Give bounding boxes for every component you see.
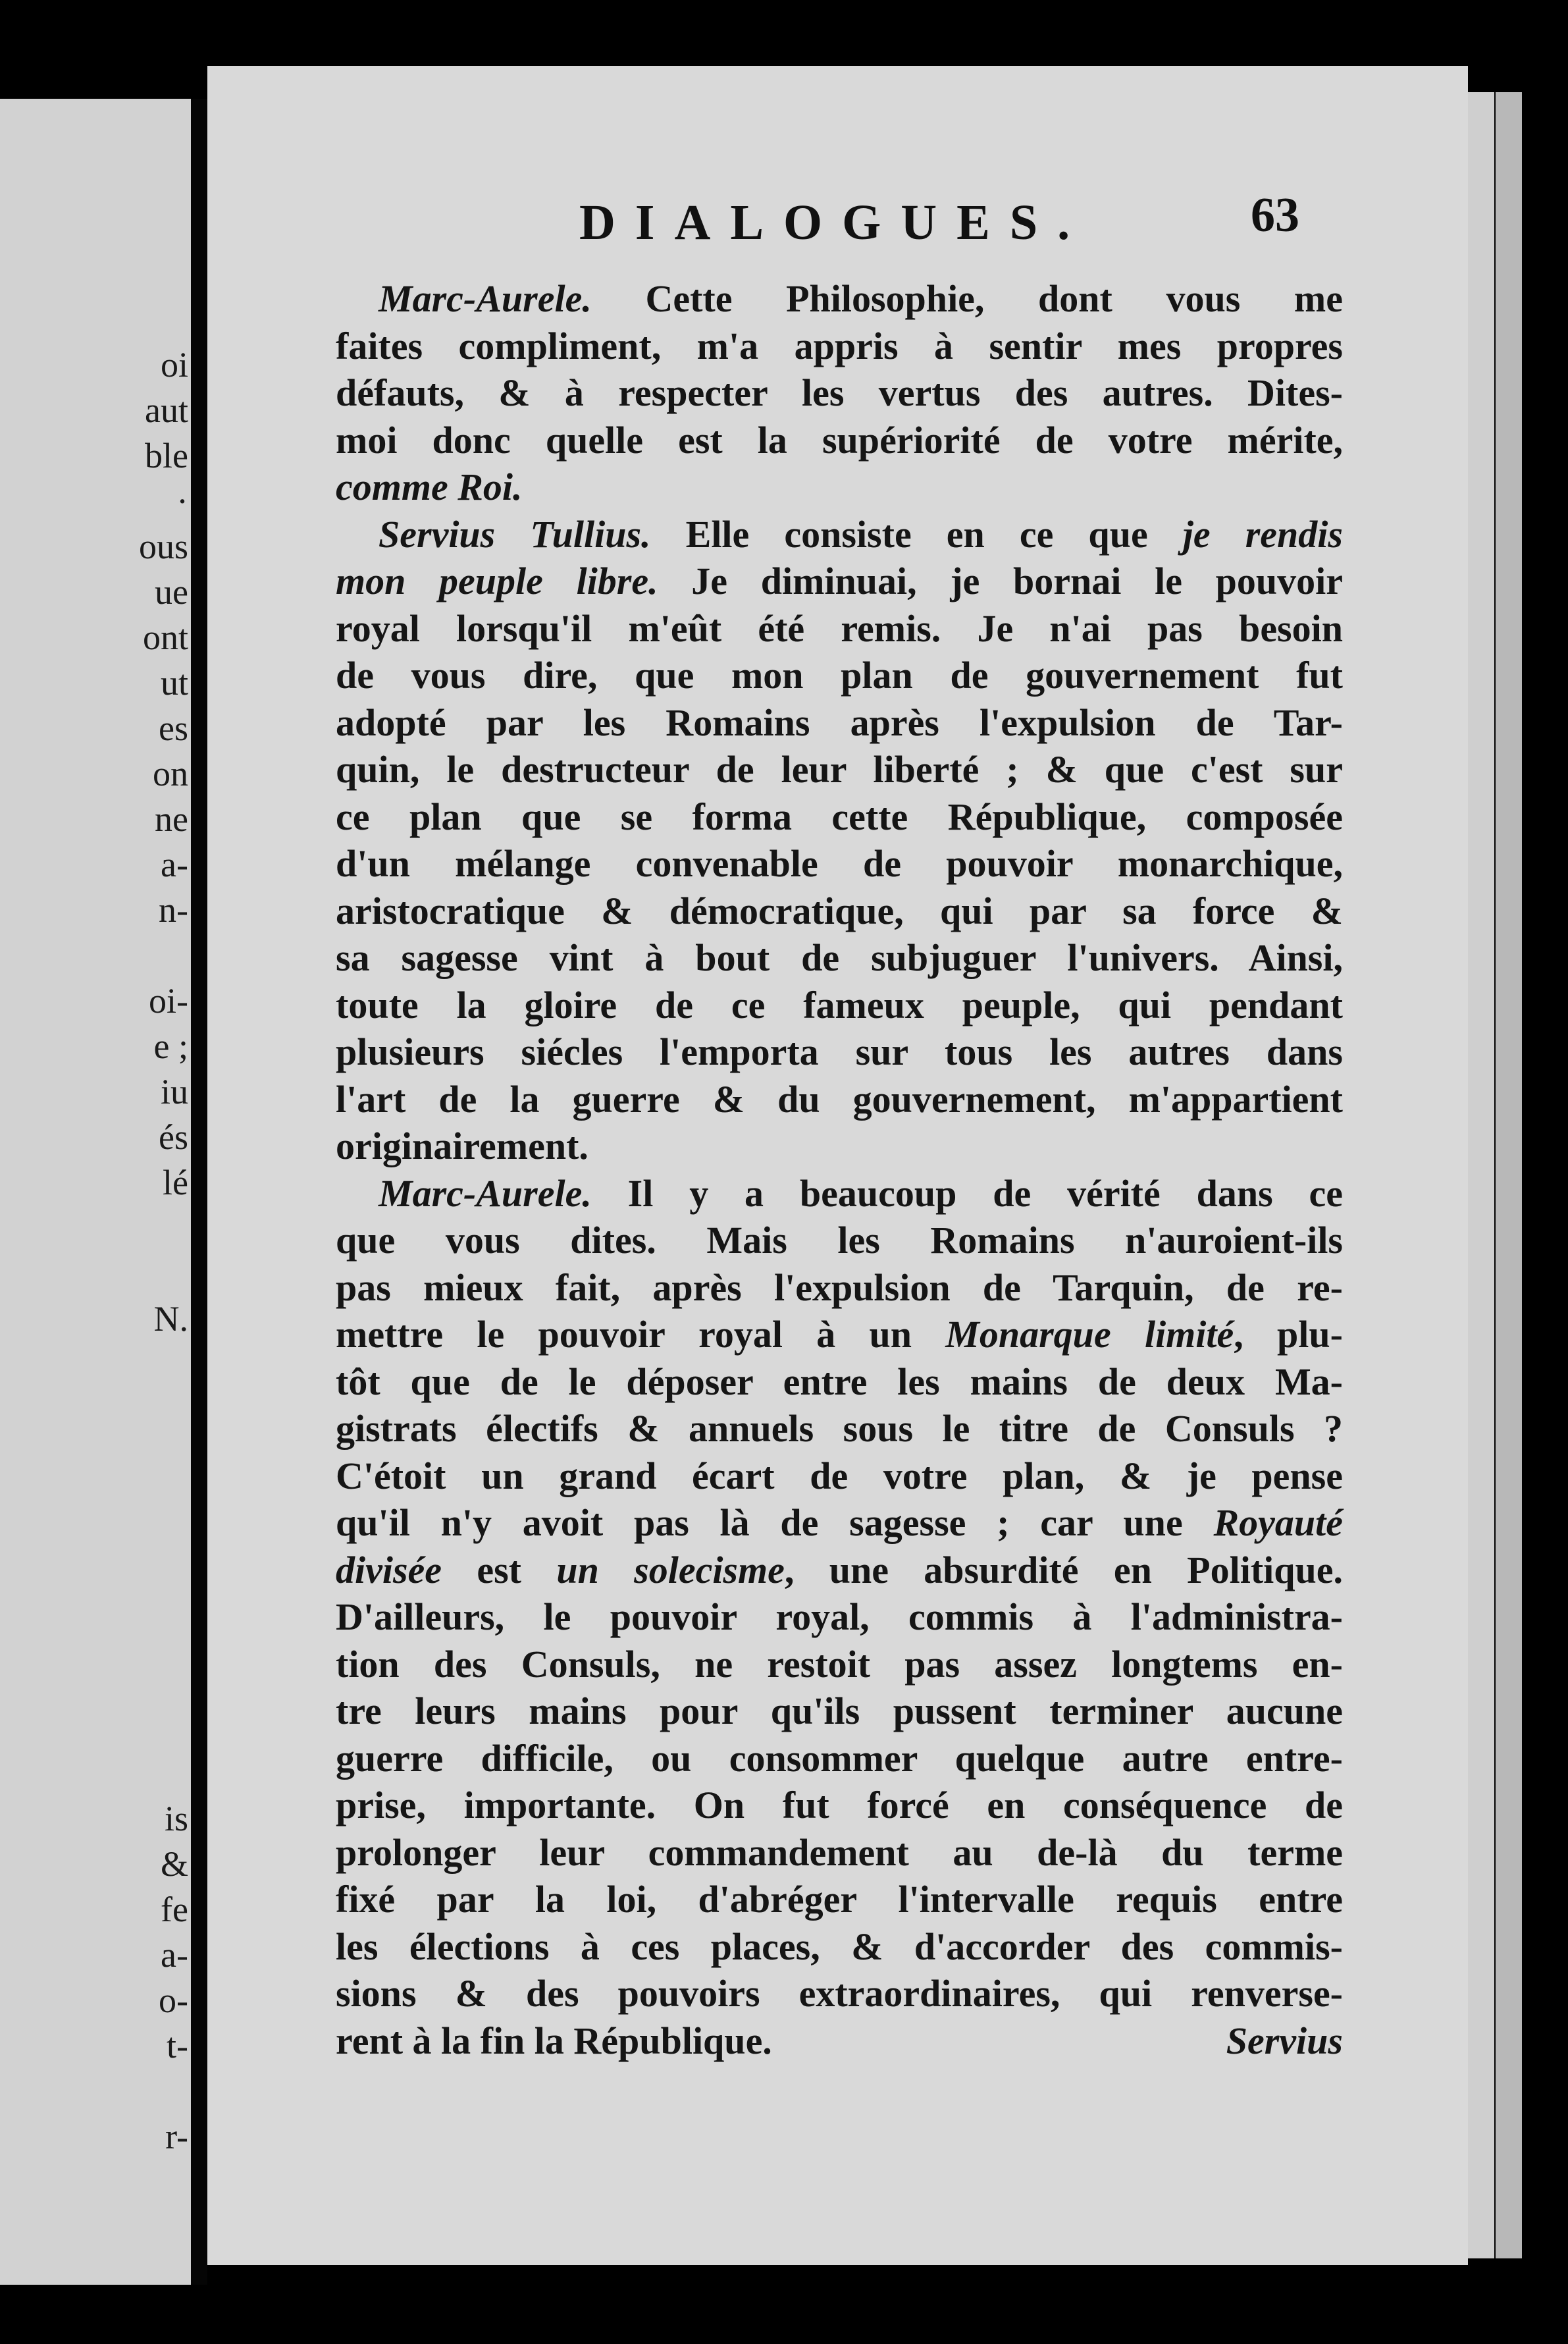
text-line bbox=[336, 1499, 1343, 1547]
running-head: DIALOGUES. bbox=[579, 195, 1090, 250]
text-segment: les élections à ces places, & d'accorder des commis- bbox=[336, 1925, 1343, 1968]
book-gutter bbox=[191, 99, 207, 2285]
text-segment: Royauté bbox=[1213, 1501, 1343, 1544]
text-segment: faites compliment, m'a appris à sentir mes propres bbox=[336, 324, 1343, 367]
text-line bbox=[336, 605, 1343, 653]
text-line bbox=[336, 558, 1343, 605]
page-body-text bbox=[336, 275, 1343, 2064]
text-segment: sions & des pouvoirs extraordinaires, qui renverse- bbox=[336, 1972, 1343, 2015]
speaker-name: Servius Tullius. bbox=[379, 512, 651, 556]
text-line bbox=[336, 1547, 1343, 1594]
text-line bbox=[336, 652, 1343, 699]
text-segment: guerre difficile, ou consommer quelque autre entre- bbox=[336, 1736, 1343, 1780]
text-line bbox=[336, 746, 1343, 793]
text-line bbox=[336, 1688, 1343, 1735]
text-segment: sa sagesse vint à bout de subjuguer l'univers. Ainsi, bbox=[336, 936, 1343, 979]
facing-page-text-fragments: oi aut ble · ous ue ont ut es on ne a- n- oi- e ; iu és lé N. is & fe a- o- t- r- bbox=[138, 345, 188, 2156]
text-line bbox=[336, 1123, 1343, 1170]
text-segment: adopté par les Romains après l'expulsion de Tar- bbox=[336, 701, 1343, 744]
text-segment: Monarque limité bbox=[945, 1313, 1234, 1356]
text-segment: quin, le destructeur de leur liberté ; & que c'est sur bbox=[336, 748, 1343, 791]
text-line bbox=[336, 1876, 1343, 1923]
text-segment: , une absurdité en Politique. bbox=[784, 1548, 1344, 1591]
text-segment: plusieurs siécles l'emporta sur tous les autres dans bbox=[336, 1030, 1343, 1073]
page-number: 63 bbox=[1251, 188, 1299, 242]
text-line bbox=[336, 1593, 1343, 1641]
text-segment: toute la gloire de ce fameux peuple, qui pendant bbox=[336, 983, 1343, 1026]
text-segment: gistrats électifs & annuels sous le titre de Consuls ? bbox=[336, 1407, 1343, 1450]
text-segment: royal lorsqu'il m'eût été remis. Je n'ai pas besoin bbox=[336, 606, 1343, 650]
text-segment: tôt que de le déposer entre les mains de deux Ma- bbox=[336, 1360, 1343, 1403]
text-line bbox=[336, 840, 1343, 888]
book-page bbox=[207, 66, 1468, 2265]
text-segment: est bbox=[442, 1548, 557, 1591]
text-segment: Il y a beaucoup de vérité dans ce bbox=[591, 1171, 1343, 1215]
text-segment: mettre le pouvoir royal à un bbox=[336, 1313, 946, 1356]
page-edge bbox=[1468, 92, 1494, 2258]
text-segment: Elle consiste en ce que bbox=[650, 512, 1183, 556]
facing-page bbox=[0, 99, 191, 2285]
text-line bbox=[336, 323, 1343, 370]
text-segment: pas mieux fait, après l'expulsion de Tarquin, de re- bbox=[336, 1265, 1343, 1309]
catchword: Servius bbox=[1226, 2019, 1343, 2062]
text-line bbox=[336, 1923, 1343, 1971]
text-segment: originairement. bbox=[336, 1125, 588, 1167]
text-segment: moi donc quelle est la supériorité de votre mérite, bbox=[336, 418, 1343, 462]
text-segment: ce plan que se forma cette République, composée bbox=[336, 795, 1343, 838]
text-line bbox=[336, 888, 1343, 935]
text-line bbox=[336, 1970, 1343, 2017]
speaker-name: Marc-Aurele. bbox=[379, 1171, 592, 1215]
text-line bbox=[336, 1452, 1343, 1500]
text-line bbox=[336, 1641, 1343, 1688]
text-segment: de vous dire, que mon plan de gouvernement fut bbox=[336, 654, 1343, 697]
text-line bbox=[336, 934, 1343, 982]
text-segment: divisée bbox=[336, 1548, 442, 1591]
text-segment: tion des Consuls, ne restoit pas assez longtems en- bbox=[336, 1642, 1343, 1686]
text-line bbox=[336, 369, 1343, 417]
text-segment: fixé par la loi, d'abréger l'intervalle requis entre bbox=[336, 1878, 1343, 1921]
speaker-name: Marc-Aurele. bbox=[379, 277, 592, 320]
text-segment: C'étoit un grand écart de votre plan, & je pense bbox=[336, 1454, 1343, 1497]
text-segment: un solecisme bbox=[556, 1548, 785, 1591]
text-segment: comme Roi. bbox=[336, 466, 523, 508]
text-line bbox=[336, 1264, 1343, 1312]
text-line bbox=[336, 1217, 1343, 1264]
text-line bbox=[336, 793, 1343, 841]
text-segment: l'art de la guerre & du gouvernement, m'appartient bbox=[336, 1077, 1343, 1121]
text-line bbox=[336, 982, 1343, 1029]
text-segment: D'ailleurs, le pouvoir royal, commis à l'administra- bbox=[336, 1595, 1343, 1638]
text-line bbox=[336, 1311, 1343, 1358]
text-segment: prise, importante. On fut forcé en conséquence de bbox=[336, 1784, 1343, 1826]
text-segment: rent à la fin la République. bbox=[336, 2019, 772, 2062]
text-segment: prolonger leur commandement au de-là du terme bbox=[336, 1830, 1343, 1874]
text-line bbox=[336, 275, 1343, 323]
text-segment: Cette Philosophie, dont vous me bbox=[591, 277, 1343, 320]
text-segment: que vous dites. Mais les Romains n'auroient-ils bbox=[336, 1219, 1343, 1262]
text-segment: qu'il n'y avoit pas là de sagesse ; car une bbox=[336, 1501, 1214, 1544]
text-segment: tre leurs mains pour qu'ils pussent terminer aucune bbox=[336, 1690, 1343, 1732]
text-line bbox=[336, 511, 1343, 558]
text-line bbox=[336, 699, 1343, 747]
text-segment: défauts, & à respecter les vertus des autres. Dites- bbox=[336, 371, 1343, 414]
page-header bbox=[207, 188, 1468, 267]
text-line bbox=[336, 464, 1343, 511]
text-line bbox=[336, 1735, 1343, 1782]
text-line bbox=[336, 1829, 1343, 1877]
text-line bbox=[336, 1170, 1343, 1217]
text-segment: , plu- bbox=[1234, 1313, 1343, 1356]
text-line bbox=[336, 1405, 1343, 1452]
text-line bbox=[336, 1028, 1343, 1076]
page-edge bbox=[1496, 92, 1522, 2258]
text-line bbox=[336, 1782, 1343, 1829]
text-segment: d'un mélange convenable de pouvoir monarchique, bbox=[336, 842, 1343, 885]
text-segment: aristocratique & démocratique, qui par sa force & bbox=[336, 889, 1343, 932]
text-segment: je rendis bbox=[1182, 512, 1343, 556]
text-line bbox=[336, 417, 1343, 464]
text-line bbox=[336, 1358, 1343, 1406]
text-segment: Je diminuai, je bornai le pouvoir bbox=[658, 560, 1343, 602]
text-segment: mon peuple libre. bbox=[336, 560, 658, 602]
text-line bbox=[336, 1076, 1343, 1123]
